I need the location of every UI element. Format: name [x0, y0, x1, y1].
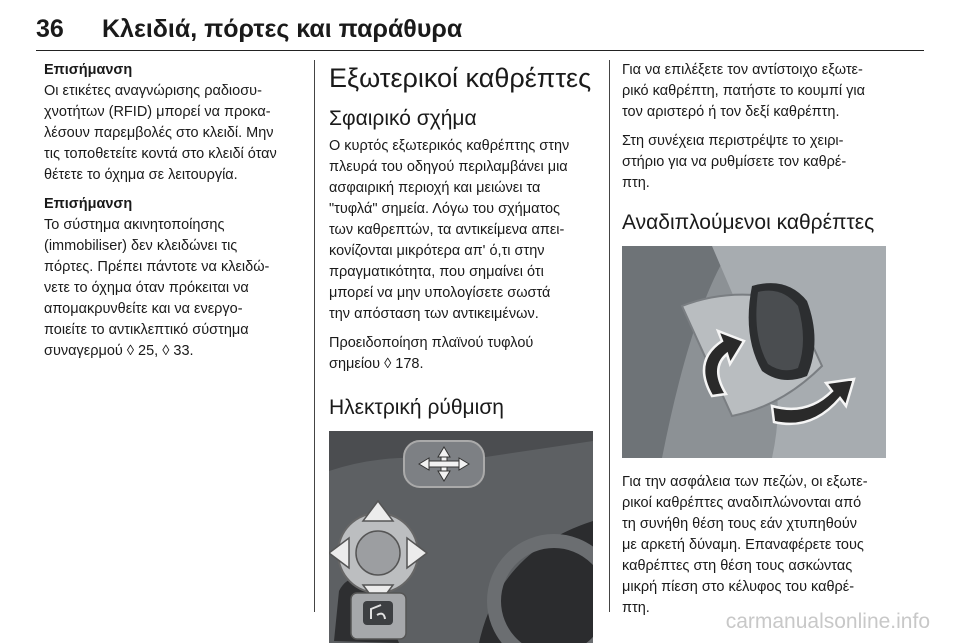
spherical-text: Ο κυρτός εξωτερικός καθρέπτης στην πλευρά του οδηγού περιλαμβάνει μια ασφαιρική περιοχή και μειώνει τα "τυφλά" σημεία. Λόγω του σχήματος των καθρεπτών, τα αντικείμενα απει- κονίζονται μικρότερα απ' ό,τι στην πραγματικότητα, που σημαίνει ότι μπορεί να μην υπολογίσετε σωστά την απόσταση των αντικειμένων. — [329, 138, 570, 322]
header-rule — [36, 50, 924, 51]
subsection-spherical-title: Σφαιρικό σχήμα — [329, 107, 477, 130]
column-1 — [44, 60, 306, 370]
column-3 — [622, 60, 890, 627]
watermark: carmanualsonline.info — [725, 610, 930, 633]
subsection-electric-title: Ηλεκτρική ρύθμιση — [329, 396, 504, 419]
mirror-select-text: Για να επιλέξετε τον αντίστοιχο εξωτε- ρικό καθρέπτη, πατήστε το κουμπί για τον αριστερό ή τον δεξί καθρέπτη. — [622, 62, 866, 120]
folding-mirror-illustration — [622, 246, 886, 458]
mirror-switch-diagram — [329, 431, 593, 643]
page-number: 36 — [36, 15, 64, 43]
section-title: Εξωτερικοί καθρέπτες — [329, 63, 592, 93]
note2-heading: Επισήμανση — [44, 196, 133, 212]
folding-mirror-photo — [622, 246, 886, 458]
mirror-adjust-text: Στη συνέχεια περιστρέψτε το χειρι- στήριο για να ρυθμίσετε τον καθρέ- πτη. — [622, 133, 847, 191]
page-title: Κλειδιά, πόρτες και παράθυρα — [102, 15, 463, 43]
blind-spot-warning-ref[interactable]: Προειδοποίηση πλαϊνού τυφλού σημείου ◊ 178. — [329, 335, 534, 372]
subsection-folding-title: Αναδιπλούμενοι καθρέπτες — [622, 211, 875, 234]
column-divider-1 — [314, 60, 315, 612]
note1-text: Οι ετικέτες αναγνώρισης ραδιοσυ- χνοτήτων (RFID) μπορεί να προκα- λέσουν παρεμβολές στο κλειδί. Μην τις τοποθετείτε κοντά στο κλειδί όταν θέτετε το όχημα σε λειτουργία. — [44, 83, 277, 183]
column-divider-2 — [609, 60, 610, 612]
note2-text: Το σύστημα ακινητοποίησης (immobiliser) δεν κλειδώνει τις πόρτες. Πρέπει πάντοτε να κλειδώ- νετε το όχημα όταν πρόκειται να απομακρυνθείτε και να ενεργο- ποιείτε το αντικλεπτικό σύστημα συναγερμού ◊ 25, ◊ 33. — [44, 217, 270, 359]
note1-heading: Επισήμανση — [44, 62, 133, 78]
column-2 — [329, 60, 593, 643]
mirror-control-illustration — [329, 431, 593, 643]
folding-text: Για την ασφάλεια των πεζών, οι εξωτε- ρικοί καθρέπτες αναδιπλώνονται από τη συνήθη θέση τους εάν χτυπηθούν με αρκετή δύναμη. Επαναφέρετε τους καθρέπτες στη θέση τους ασκώντας μικρή πίεση στο κέλυφος του καθρέ- πτη. — [622, 474, 868, 616]
page-header — [0, 0, 960, 52]
